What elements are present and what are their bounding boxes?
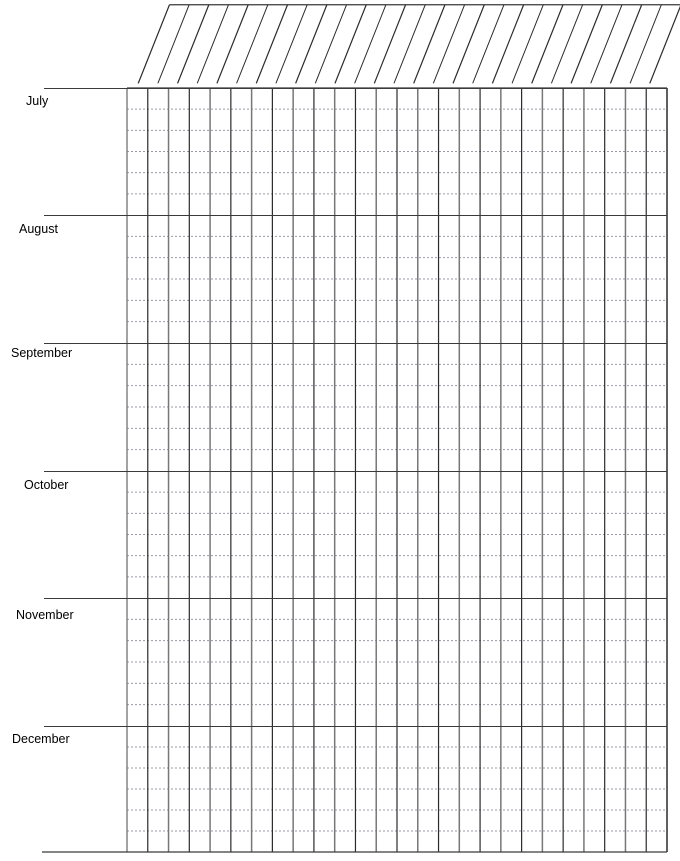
month-boundary-rule xyxy=(44,215,667,216)
month-boundary-rule xyxy=(44,88,667,89)
month-boundary-rule xyxy=(44,471,667,472)
month-boundary-rule xyxy=(44,343,667,344)
month-label-november: November xyxy=(16,608,74,622)
month-boundary-rule xyxy=(44,726,667,727)
month-label-september: September xyxy=(11,346,73,360)
month-boundary-rule xyxy=(44,598,667,599)
month-label-july: July xyxy=(26,94,49,108)
month-label-december: December xyxy=(12,732,70,746)
month-label-october: October xyxy=(24,478,69,492)
month-label-august: August xyxy=(19,222,58,236)
